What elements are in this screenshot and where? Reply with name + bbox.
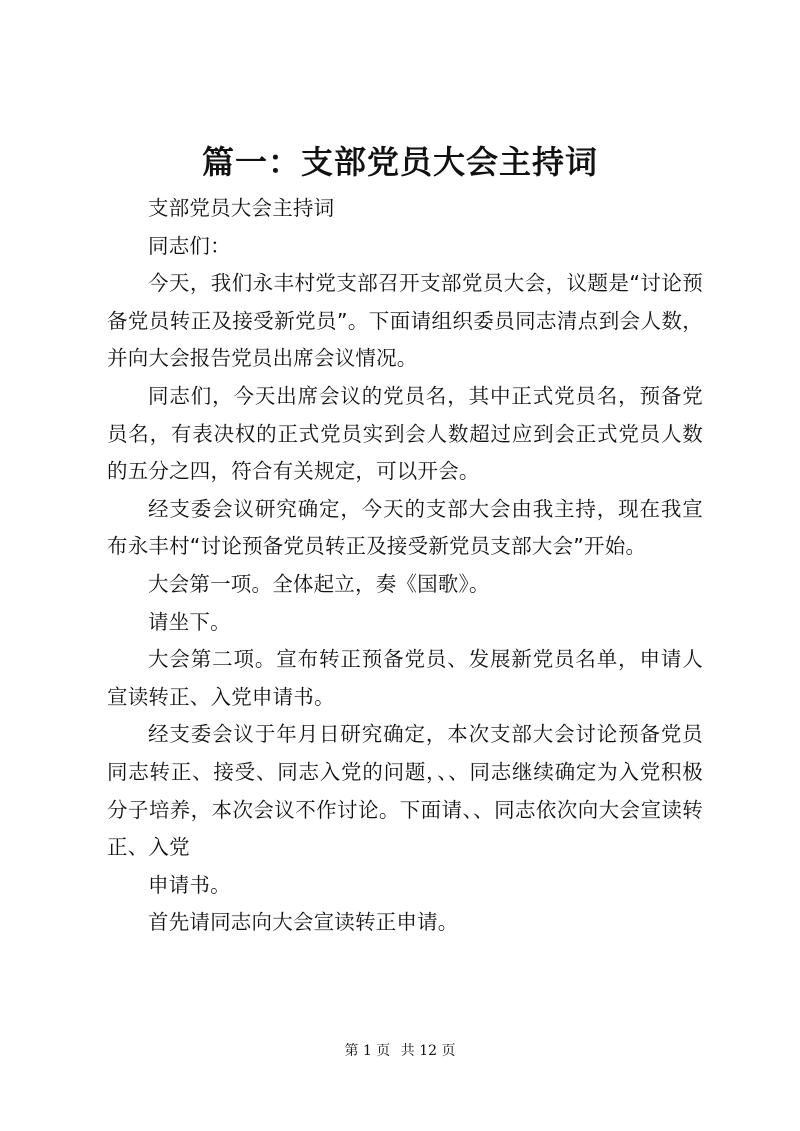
paragraph: 经支委会议研究确定，今天的支部大会由我主持，现在我宣布永丰村“讨论预备党员转正及接受新党员支部大会”开始。 xyxy=(107,496,703,559)
paragraph: 大会第二项。宣布转正预备党员、发展新党员名单，申请人宣读转正、入党申请书。 xyxy=(107,647,703,709)
paragraph: 今天，我们永丰村党支部召开支部党员大会，议题是“讨论预备党员转正及接受新党员”。下面请组织委员同志清点到会人数，并向大会报告党员出席会议情况。 xyxy=(107,271,703,371)
paragraph: 同志们，今天出席会议的党员名，其中正式党员名，预备党员名，有表决权的正式党员实到会人数超过应到会正式党员人数的五分之四，符合有关规定，可以开会。 xyxy=(107,383,703,484)
paragraph: 申请书。 xyxy=(148,872,231,897)
document-title: 篇一：支部党员大会主持词 xyxy=(201,143,598,181)
page-total: 共 12 页 xyxy=(400,1043,456,1059)
paragraph: 首先请同志向大会宣读转正申请。 xyxy=(148,910,459,935)
page-footer xyxy=(0,1041,800,1061)
document-body xyxy=(107,190,703,942)
paragraph: 请坐下。 xyxy=(148,609,231,634)
paragraph: 支部党员大会主持词 xyxy=(148,196,335,220)
page-number: 第 1 页 xyxy=(344,1043,391,1059)
paragraph: 同志们： xyxy=(148,233,231,258)
paragraph: 经支委会议于年月日研究确定，本次支部大会讨论预备党员同志转正、接受、同志入党的问题，、、同志继续确定为入党积极分子培养，本次会议不作讨论。下面请、、同志依次向大会宣读转正、入党 xyxy=(107,722,703,860)
paragraph: 大会第一项。全体起立，奏《国歌》。 xyxy=(148,571,490,596)
